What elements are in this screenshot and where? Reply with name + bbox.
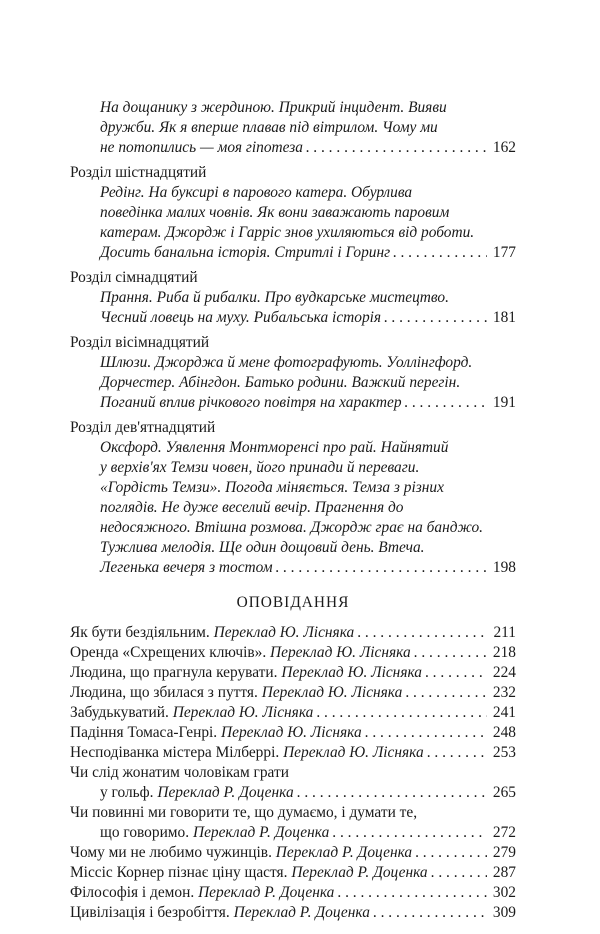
story-title: Забудькуватий.	[70, 704, 169, 721]
toc-desc-line: дружби. Як я вперше плавав під вітрилом. Чому ми	[100, 119, 438, 136]
toc-desc-line: На дощанику з жердиною. Прикрий інцидент. Вияви	[100, 99, 447, 116]
dot-leader	[405, 683, 487, 703]
toc-desc-line: Тужлива мелодія. Ще один дощовий день. Втеча.	[100, 539, 425, 556]
section-heading: ОПОВІДАННЯ	[236, 594, 350, 611]
story-translator: Переклад Р. Доценка	[198, 884, 335, 901]
dot-leader	[405, 393, 487, 413]
toc-desc-line: Редінг. На буксирі в парового катера. Обурлива	[100, 184, 413, 201]
toc-desc-text: Поганий вплив річкового повітря на характер	[100, 394, 402, 411]
dot-leader	[393, 243, 487, 263]
page-number: 279	[492, 844, 516, 861]
chapter-title: Розділ вісімнадцятий	[70, 334, 210, 351]
toc-desc-text: Легенька вечеря з тостом	[100, 559, 273, 576]
toc-entry-last-line	[70, 308, 516, 328]
story-translator: Переклад Р. Доценка	[192, 824, 330, 841]
page-number: 287	[492, 864, 516, 881]
page-number: 253	[492, 744, 516, 761]
table-of-contents	[70, 98, 516, 923]
story-title-line: Чи слід жонатим чоловікам грати	[70, 764, 289, 781]
toc-desc-text: Чесний ловець на муху. Рибальська історія	[100, 309, 382, 326]
toc-desc-text: не потопились — моя гіпотеза	[100, 139, 303, 156]
toc-desc-line: поведінка малих човнів. Як вони заважають паровим	[100, 204, 450, 221]
toc-desc-line: Шлюзи. Джорджа й мене фотографують. Уоллінгфорд.	[100, 354, 473, 371]
dot-leader	[316, 703, 487, 723]
dot-leader	[384, 308, 487, 328]
story-title-line: Чи повинні ми говорити те, що думаємо, і думати те,	[70, 804, 418, 821]
story-entry	[70, 823, 516, 843]
toc-desc-line: недосяжного. Втішна розмова. Джордж грає на банджо.	[100, 519, 483, 536]
story-title: Як бути бездіяльним.	[70, 624, 210, 641]
story-entry	[70, 743, 516, 763]
toc-desc-line: «Гордість Темзи». Погода міняється. Темза з різних	[100, 479, 444, 496]
story-entry	[70, 683, 516, 703]
story-entry	[70, 623, 516, 643]
page-number: 211	[493, 624, 516, 641]
page-number: 265	[492, 784, 516, 801]
story-entry	[70, 723, 516, 743]
page-number: 241	[492, 704, 516, 721]
story-title: Людина, що збилася з пуття.	[70, 684, 258, 701]
story-title: Падіння Томаса-Генрі.	[70, 724, 218, 741]
dot-leader	[297, 783, 487, 803]
toc-entry-last-line	[70, 558, 516, 578]
toc-desc-line: Прання. Риба й рибалки. Про вудкарське мистецтво.	[100, 289, 449, 306]
story-title: Філософія і демон.	[70, 884, 195, 901]
dot-leader	[365, 723, 487, 743]
story-translator: Переклад Р. Доценка	[233, 904, 370, 921]
toc-desc-line: катерам. Джордж і Гарріс знов ухиляються від роботи.	[100, 224, 475, 241]
toc-desc-text: Досить банальна історія. Стритлі і Горинг	[100, 244, 391, 261]
story-title: що говоримо.	[100, 824, 190, 841]
page-number: 272	[492, 824, 516, 841]
page-number: 302	[492, 884, 516, 901]
story-entry	[70, 903, 516, 923]
page-number: 177	[492, 244, 516, 261]
page-number: 191	[492, 394, 516, 411]
chapter-title: Розділ шістнадцятий	[70, 164, 207, 181]
dot-leader	[415, 843, 487, 863]
story-title: Цивілізація і безробіття.	[70, 904, 230, 921]
story-translator: Переклад Ю. Лісняка	[283, 744, 424, 761]
story-translator: Переклад Ю. Лісняка	[270, 644, 411, 661]
story-translator: Переклад Р. Доценка	[157, 784, 294, 801]
story-translator: Переклад Ю. Лісняка	[221, 724, 362, 741]
dot-leader	[276, 558, 487, 578]
toc-entry-last-line	[70, 138, 516, 158]
dot-leader	[425, 663, 487, 683]
toc-desc-line: Дорчестер. Абінгдон. Батько родини. Важкий перегін.	[100, 374, 461, 391]
dot-leader	[373, 903, 487, 923]
dot-leader	[337, 883, 487, 903]
story-title: Людина, що прагнула керувати.	[70, 664, 278, 681]
story-translator: Переклад Ю. Лісняка	[261, 684, 403, 701]
toc-entry-last-line	[70, 393, 516, 413]
story-entry	[70, 663, 516, 683]
story-title: у гольф.	[100, 784, 154, 801]
story-translator: Переклад Р. Доценка	[275, 844, 413, 861]
dot-leader	[357, 623, 487, 643]
page-number: 309	[492, 904, 516, 921]
story-entry	[70, 863, 516, 883]
story-translator: Переклад Ю. Лісняка	[281, 664, 422, 681]
toc-desc-line: Оксфорд. Уявлення Монтморенсі про рай. Найнятий	[100, 439, 449, 456]
story-title: Оренда «Схрещених ключів».	[70, 644, 267, 661]
story-entry	[70, 783, 516, 803]
page-number: 224	[492, 664, 516, 681]
page-number: 198	[492, 559, 516, 576]
story-translator: Переклад Р. Доценка	[291, 864, 428, 881]
story-translator: Переклад Ю. Лісняка	[213, 624, 355, 641]
toc-entry-last-line	[70, 243, 516, 263]
story-entry	[70, 703, 516, 723]
dot-leader	[414, 643, 487, 663]
dot-leader	[332, 823, 487, 843]
story-entry	[70, 843, 516, 863]
story-entry	[70, 643, 516, 663]
page-number: 162	[492, 139, 516, 156]
toc-desc-line: у верхів'ях Темзи човен, його принади й переваги.	[100, 459, 420, 476]
page-number: 218	[492, 644, 516, 661]
story-translator: Переклад Ю. Лісняка	[172, 704, 314, 721]
story-title: Чому ми не любимо чужинців.	[70, 844, 272, 861]
toc-desc-line: поглядів. Не дуже веселий вечір. Прагнення до	[100, 499, 404, 516]
story-entry	[70, 883, 516, 903]
page-number: 248	[492, 724, 516, 741]
chapter-title: Розділ дев'ятнадцятий	[70, 419, 216, 436]
page-number: 232	[492, 684, 516, 701]
chapter-title: Розділ сімнадцятий	[70, 269, 198, 286]
dot-leader	[427, 743, 487, 763]
page-number: 181	[492, 309, 516, 326]
story-title: Несподіванка містера Мілберрі.	[70, 744, 280, 761]
dot-leader	[431, 863, 487, 883]
dot-leader	[306, 138, 487, 158]
story-title: Міссіс Корнер пізнає ціну щастя.	[70, 864, 288, 881]
